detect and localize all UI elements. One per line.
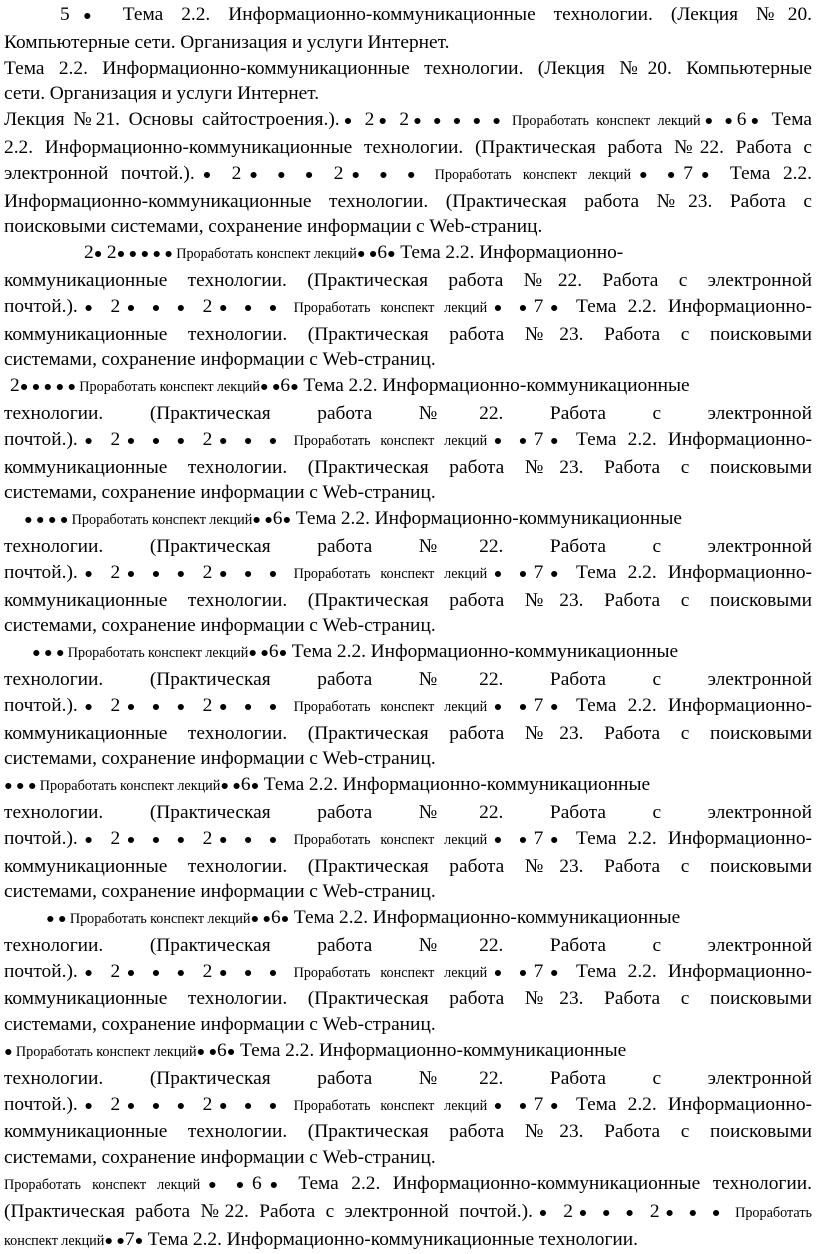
text-line [4, 879, 812, 905]
text-line [4, 1145, 812, 1171]
text: 2 [191, 827, 213, 849]
small-text: ● ● [631, 166, 684, 183]
text-line [4, 1092, 812, 1120]
text: 2 [356, 109, 375, 131]
text: 5 [60, 4, 70, 25]
text: системами, сохранение информации с Web-страниц. [4, 1014, 436, 1036]
text: 2 [390, 109, 410, 131]
text: технологии. (Практическая работа №22. Работа с электронной [4, 535, 812, 557]
text: 2 [102, 242, 117, 264]
small-text: ● [226, 1044, 236, 1061]
text: коммуникационные технологии. (Практическая работа №23. Работа с поисковыми [4, 589, 812, 611]
small-text: ● ● ● ● ● [409, 113, 513, 130]
text: Тема 2.2. Информационно- [564, 960, 813, 982]
text-line [4, 322, 812, 348]
small-text: Проработать конспект лекций [293, 565, 488, 582]
text: 7 [533, 428, 544, 450]
text: коммуникационные технологии. (Практическая работа №23. Работа с поисковыми [4, 456, 812, 478]
small-text: ● ● [487, 299, 534, 316]
small-text: ● ● ● [212, 299, 294, 316]
text-line [4, 693, 812, 721]
text: 2 [99, 694, 121, 716]
text: Тема [762, 109, 812, 131]
small-text: ● [69, 8, 105, 24]
small-text: Проработать конспект лекций [79, 379, 260, 396]
text: 2 [191, 428, 213, 450]
text: 7 [533, 827, 544, 849]
small-text: ● [261, 1177, 286, 1194]
small-text: ● [77, 432, 100, 449]
small-text: ● ● [250, 911, 271, 928]
small-text: ● [532, 1204, 553, 1221]
paragraph [4, 373, 812, 506]
text: Тема 2.2. Информационно-коммуникационные [235, 1040, 627, 1062]
small-text: ● [4, 1044, 16, 1061]
text: 6 [377, 242, 388, 264]
text: коммуникационные технологии. (Практическая работа №23. Работа с поисковыми [4, 722, 812, 744]
small-text: ● [194, 166, 220, 183]
small-text: ● ● ● [212, 831, 294, 848]
text: Тема 2.2. Информационно- [564, 827, 813, 849]
text-line [4, 1199, 812, 1227]
text: Лекция №21. Основы сайтостроения.). [4, 109, 340, 131]
text: Тема 2.2. Информационно-коммуникационные [298, 375, 690, 397]
text-line [4, 2, 812, 30]
text: 2 [99, 960, 121, 982]
text: технологии. (Практическая работа №22. Работа с электронной [4, 801, 812, 823]
text: коммуникационные технологии. (Практическая работа №23. Работа с поисковыми [4, 988, 812, 1010]
text-line [4, 1012, 812, 1038]
small-text: ● [543, 299, 565, 316]
text: Тема 2.2. Информационно-коммуникационные [289, 907, 681, 929]
text-line [4, 560, 812, 588]
text: сети. Организация и услуги Интернет. [4, 83, 320, 105]
text-line [4, 959, 812, 987]
small-text: ● [339, 113, 357, 130]
text: системами, сохранение информации с Web-страниц. [4, 1147, 436, 1169]
text: Тема 2.2. Информационно-коммуникационные технологии. (Лекция №20. Компьютерные [4, 57, 812, 79]
small-text: ● ● ● [120, 698, 192, 715]
small-text: ● ● [252, 512, 273, 529]
small-text: ● [387, 246, 396, 263]
text-line [4, 1227, 812, 1254]
small-text: ● ● ● [120, 299, 192, 316]
text-line [4, 427, 812, 455]
text-line [4, 30, 812, 56]
text: системами, сохранение информации с Web-страниц. [4, 615, 436, 637]
small-text: ● [543, 565, 565, 582]
small-text: Проработать конспект лекций [434, 166, 632, 183]
small-text: ● ● [487, 964, 534, 981]
small-text: ● ● ● [4, 778, 40, 795]
small-text: ● [543, 1097, 565, 1114]
small-text: ● ● [700, 113, 737, 130]
small-text: ● [77, 964, 100, 981]
small-text: ● ● [196, 1044, 218, 1061]
paragraph [4, 905, 812, 1038]
text: 6 [217, 1040, 227, 1062]
text: 7 [124, 1228, 135, 1250]
small-text: ● ● [487, 698, 534, 715]
small-text: ● ● ● [212, 565, 294, 582]
text: 7 [533, 561, 544, 583]
small-text: ● [77, 831, 100, 848]
small-text: ● [250, 778, 260, 795]
text-line [4, 135, 812, 161]
text: 6 [251, 1173, 262, 1195]
paragraph [4, 2, 812, 56]
small-text: ● ● ● ● [24, 512, 72, 529]
text-line [4, 506, 812, 534]
small-text: ● ● [104, 1232, 125, 1249]
small-text: ● ● ● [343, 166, 435, 183]
small-text: ● [543, 432, 565, 449]
text-line [4, 107, 812, 135]
paragraph [4, 107, 812, 240]
text: Тема 2.2. Информационно-коммуникационные технологии. (Лекция №20. [104, 4, 812, 25]
small-text: ● [543, 831, 565, 848]
text-line [4, 81, 812, 107]
text: почтой.). [4, 694, 78, 716]
text: системами, сохранение информации с Web-страниц. [4, 349, 436, 371]
small-text: Проработать [735, 1204, 813, 1221]
small-text: Проработать конспект лекций [512, 113, 701, 130]
text: 6 [272, 508, 283, 530]
small-text: ● ● [487, 565, 534, 582]
text: 7 [533, 960, 544, 982]
small-text: ● ● ● [120, 831, 192, 848]
paragraph [4, 56, 812, 108]
small-text: ● [692, 166, 718, 183]
small-text: ● [282, 512, 292, 529]
small-text: Проработать конспект лекций [4, 1177, 201, 1194]
small-text: ● [77, 565, 100, 582]
small-text: ● ● ● [212, 964, 294, 981]
text: коммуникационные технологии. (Практическая работа №23. Работа с поисковыми [4, 855, 812, 877]
text-line [4, 800, 812, 826]
text-line [4, 161, 812, 189]
small-text: ● [543, 698, 565, 715]
text: Тема 2.2. Информационно-коммуникационные технологии. [143, 1228, 639, 1250]
small-text: ● ● ● [120, 565, 192, 582]
small-text: ● [134, 1232, 144, 1249]
small-text: ● [543, 964, 565, 981]
text: коммуникационные технологии. (Практическая работа №23. Работа с поисковыми [4, 323, 812, 345]
small-text: Проработать конспект лекций [69, 911, 251, 928]
text: 2 [191, 960, 213, 982]
text-line [4, 639, 812, 667]
paragraph [4, 1038, 812, 1171]
text: системами, сохранение информации с Web-страниц. [4, 482, 436, 504]
small-text: ● ● [248, 645, 269, 662]
small-text: ● ● [200, 1177, 252, 1194]
text-line [4, 1038, 812, 1066]
text: 7 [533, 295, 544, 317]
text-line [4, 854, 812, 880]
text: Тема 2.2. Информационно- [564, 295, 813, 317]
paragraph [4, 240, 812, 373]
small-text: ● ● [259, 379, 281, 396]
small-text: ● [77, 698, 100, 715]
small-text: ● ● ● [120, 432, 192, 449]
text-line [4, 214, 812, 240]
small-text: Проработать конспект лекций [293, 831, 488, 848]
text: 2 [99, 1093, 121, 1115]
small-text: Проработать конспект лекций [293, 1097, 488, 1114]
text: 6 [736, 109, 747, 131]
text: почтой.). [4, 561, 78, 583]
text: 6 [270, 907, 281, 929]
text: почтой.). [4, 295, 78, 317]
small-text: Проработать конспект лекций [293, 432, 488, 449]
text: почтой.). [4, 428, 78, 450]
text: Тема 2.2. Информационно- [564, 694, 813, 716]
text-line [4, 826, 812, 854]
small-text: Проработать конспект лекций [293, 698, 488, 715]
text: Тема 2.2. Информационно- [564, 428, 813, 450]
text-line [4, 772, 812, 800]
text: поисковыми системами, сохранение информации с Web-страниц. [4, 216, 543, 238]
text: Тема 2.2. Информационно- [395, 242, 624, 264]
text-line [4, 401, 812, 427]
small-text: ● ● [220, 778, 241, 795]
small-text: ● ● ● ● ● [19, 379, 80, 396]
text: 6 [268, 641, 279, 663]
text: электронной почтой.). [4, 162, 195, 184]
small-text: ● [374, 113, 391, 130]
text: 2 [99, 561, 121, 583]
paragraph [4, 1171, 812, 1254]
paragraph [4, 639, 812, 772]
small-text: ● ● ● [241, 166, 322, 183]
text-line [4, 721, 812, 747]
paragraph [4, 772, 812, 905]
text: 7 [683, 162, 693, 184]
small-text: ● ● ● ● ● [116, 246, 177, 263]
small-text: ● ● [356, 246, 378, 263]
small-text: ● ● [487, 432, 534, 449]
paragraph [4, 506, 812, 639]
text: коммуникационные технологии. (Практическая работа №23. Работа с поисковыми [4, 1121, 812, 1143]
text: 6 [240, 774, 251, 796]
small-text: Проработать конспект лекций [176, 246, 357, 263]
text-line [4, 1119, 812, 1145]
small-text: Проработать конспект лекций [15, 1044, 197, 1061]
text-line [4, 373, 812, 401]
text: почтой.). [4, 827, 78, 849]
text: Информационно-коммуникационные технологии. (Практическая работа №23. Работа с [4, 190, 812, 212]
text: технологии. (Практическая работа №22. Работа с электронной [4, 934, 812, 956]
text: (Практическая работа №22. Работа с электронной почтой.). [4, 1200, 533, 1222]
text: 2.2. Информационно-коммуникационные технологии. (Практическая работа №22. Работа с [4, 136, 812, 158]
small-text: Проработать конспект лекций [67, 645, 249, 662]
text-line [4, 455, 812, 481]
text: системами, сохранение информации с Web-страниц. [4, 748, 436, 770]
small-text: ● ● ● [32, 645, 68, 662]
text: 2 [552, 1200, 573, 1222]
small-text: ● ● ● [212, 698, 294, 715]
text: 2 [99, 428, 121, 450]
small-text: ● [77, 299, 100, 316]
text: 2 [191, 1093, 213, 1115]
text: 7 [533, 1093, 544, 1115]
small-text: конспект лекций [4, 1232, 105, 1249]
small-text: ● ● ● [120, 1097, 192, 1114]
text-line [4, 746, 812, 772]
text-line [4, 667, 812, 693]
text: 2 [219, 162, 242, 184]
text: Тема 2.2. [717, 162, 813, 184]
small-text: ● ● [487, 1097, 534, 1114]
small-text: ● ● ● [212, 1097, 294, 1114]
text-line [4, 294, 812, 322]
text: 2 [191, 561, 213, 583]
text: 2 [639, 1200, 660, 1222]
text-line [4, 613, 812, 639]
text-line [4, 268, 812, 294]
text: 2 [191, 295, 213, 317]
text-line [4, 347, 812, 373]
text-line [4, 986, 812, 1012]
small-text: Проработать конспект лекций [293, 964, 488, 981]
text: технологии. (Практическая работа №22. Работа с электронной [4, 1067, 812, 1089]
text: 2 [10, 375, 20, 397]
small-text: ● ● [46, 911, 70, 928]
small-text: ● ● ● [659, 1204, 736, 1221]
text: Тема 2.2. Информационно- [564, 1093, 813, 1115]
text-line [4, 189, 812, 215]
text: Тема 2.2. Информационно- [564, 561, 813, 583]
text: технологии. (Практическая работа №22. Работа с электронной [4, 668, 812, 690]
text: 2 [191, 694, 213, 716]
text: почтой.). [4, 960, 78, 982]
text: технологии. (Практическая работа №22. Работа с электронной [4, 402, 812, 424]
small-text: ● ● [487, 831, 534, 848]
text: Тема 2.2. Информационно-коммуникационные [291, 508, 683, 530]
text-line [4, 240, 812, 268]
small-text: ● [280, 911, 290, 928]
text: коммуникационные технологии. (Практическая работа №22. Работа с электронной [4, 269, 812, 291]
small-text: ● [290, 379, 299, 396]
text: Тема 2.2. Информационно-коммуникационные [287, 641, 679, 663]
small-text: Проработать конспект лекций [39, 778, 221, 795]
small-text: Проработать конспект лекций [71, 512, 253, 529]
small-text: ● ● ● [572, 1204, 640, 1221]
text-line [4, 588, 812, 614]
small-text: ● [746, 113, 763, 130]
text-line [4, 933, 812, 959]
small-text: ● ● ● [120, 964, 192, 981]
text: 6 [280, 375, 291, 397]
text: системами, сохранение информации с Web-страниц. [4, 881, 436, 903]
text: почтой.). [4, 1093, 78, 1115]
text-line [4, 905, 812, 933]
text: 7 [533, 694, 544, 716]
text: 2 [99, 295, 121, 317]
text-line [4, 534, 812, 560]
text-line [4, 480, 812, 506]
small-text: ● [77, 1097, 100, 1114]
text: Тема 2.2. Информационно-коммуникационные технологии. [285, 1173, 812, 1195]
small-text: ● [278, 645, 288, 662]
document-body [4, 2, 812, 1254]
small-text: Проработать конспект лекций [293, 299, 488, 316]
text: Тема 2.2. Информационно-коммуникационные [259, 774, 651, 796]
text-line [4, 56, 812, 82]
text: Компьютерные сети. Организация и услуги Интернет. [4, 31, 450, 53]
text: 2 [321, 162, 344, 184]
small-text: ● ● ● [212, 432, 294, 449]
small-text: ● [93, 246, 103, 263]
text-line [4, 1171, 812, 1199]
text-line [4, 1066, 812, 1092]
text: 2 [84, 242, 94, 264]
text: 2 [99, 827, 121, 849]
